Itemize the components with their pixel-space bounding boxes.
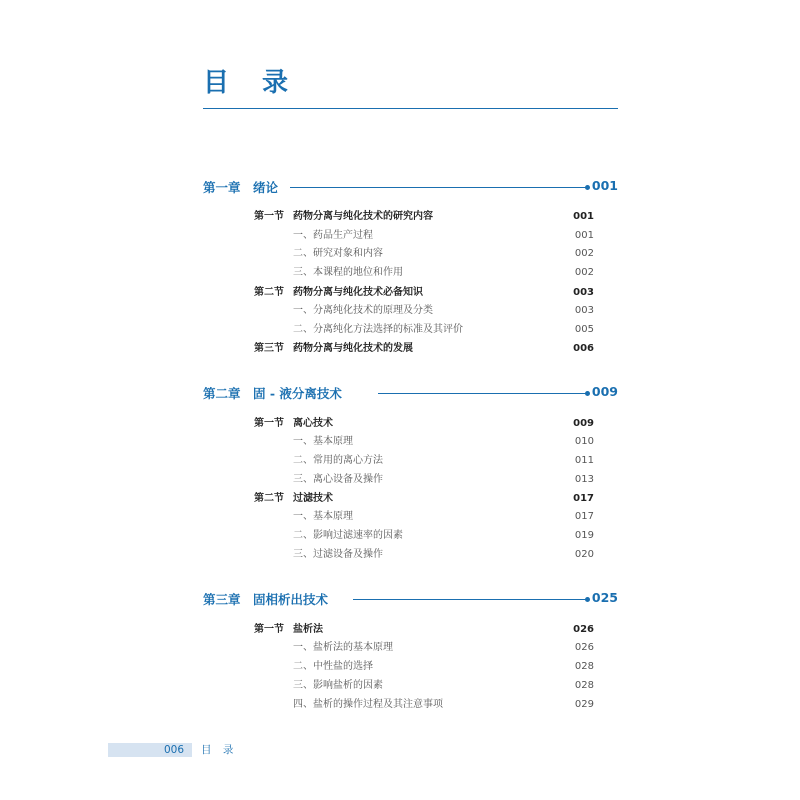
title-divider <box>203 108 618 109</box>
item-title: 三、影响盐析的因素 <box>293 680 383 691</box>
toc-item-row[interactable] <box>254 509 594 525</box>
item-page-number: 010 <box>574 436 594 447</box>
page-title: 目 录 <box>203 68 301 98</box>
section-number: 第一节 <box>254 418 284 429</box>
chapter-label: 第三章 固相析出技术 <box>203 592 329 607</box>
toc-item-row[interactable] <box>254 453 594 469</box>
toc-item-row[interactable] <box>254 303 594 319</box>
toc-item-row[interactable] <box>254 678 594 694</box>
section-number: 第一节 <box>254 211 284 222</box>
chapter-label: 第二章 固 - 液分离技术 <box>203 386 342 401</box>
chapter-label: 第一章 绪论 <box>203 180 279 195</box>
chapter-page-number: 009 <box>591 384 618 399</box>
footer-running-title: 目 录 <box>201 744 238 756</box>
toc-item-row[interactable] <box>254 246 594 262</box>
item-page-number: 028 <box>574 680 594 691</box>
toc-section-row[interactable] <box>254 491 594 507</box>
section-page-number: 001 <box>573 211 594 222</box>
toc-item-row[interactable] <box>254 697 594 713</box>
section-number: 第二节 <box>254 493 284 504</box>
item-page-number: 017 <box>574 511 594 522</box>
toc-section-row[interactable] <box>254 416 594 432</box>
toc-item-row[interactable] <box>254 659 594 675</box>
chapter-leader-line <box>290 187 588 188</box>
section-page-number: 017 <box>573 493 594 504</box>
section-number: 第二节 <box>254 287 284 298</box>
toc-item-row[interactable] <box>254 547 594 563</box>
item-title: 三、离心设备及操作 <box>293 474 383 485</box>
item-title: 二、研究对象和内容 <box>293 248 383 259</box>
item-title: 一、基本原理 <box>293 436 353 447</box>
toc-item-row[interactable] <box>254 228 594 244</box>
item-page-number: 011 <box>574 455 594 466</box>
item-page-number: 003 <box>574 305 594 316</box>
chapter-2-heading[interactable] <box>203 384 618 404</box>
item-page-number: 002 <box>574 267 594 278</box>
toc-item-row[interactable] <box>254 472 594 488</box>
item-title: 一、药品生产过程 <box>293 230 373 241</box>
item-page-number: 028 <box>574 661 594 672</box>
item-title: 一、基本原理 <box>293 511 353 522</box>
item-page-number: 026 <box>574 642 594 653</box>
chapter-leader-line <box>378 393 588 394</box>
toc-section-row[interactable] <box>254 622 594 638</box>
section-page-number: 009 <box>573 418 594 429</box>
item-page-number: 005 <box>574 324 594 335</box>
item-title: 一、盐析法的基本原理 <box>293 642 393 653</box>
toc-item-row[interactable] <box>254 640 594 656</box>
item-title: 三、本课程的地位和作用 <box>293 267 403 278</box>
item-title: 二、中性盐的选择 <box>293 661 373 672</box>
section-number: 第一节 <box>254 624 284 635</box>
toc-item-row[interactable] <box>254 528 594 544</box>
item-title: 一、分离纯化技术的原理及分类 <box>293 305 433 316</box>
toc-item-row[interactable] <box>254 434 594 450</box>
section-title: 药物分离与纯化技术的研究内容 <box>293 211 433 222</box>
toc-item-row[interactable] <box>254 322 594 338</box>
chapter-leader-line <box>353 599 588 600</box>
section-title: 药物分离与纯化技术的发展 <box>293 343 413 354</box>
toc-section-row[interactable] <box>254 285 594 301</box>
item-title: 三、过滤设备及操作 <box>293 549 383 560</box>
item-title: 四、盐析的操作过程及其注意事项 <box>293 699 443 710</box>
toc-section-row[interactable] <box>254 341 594 357</box>
item-page-number: 013 <box>574 474 594 485</box>
section-page-number: 003 <box>573 287 594 298</box>
footer-page-number: 006 <box>164 744 185 756</box>
section-number: 第三节 <box>254 343 284 354</box>
section-title: 过滤技术 <box>293 493 333 504</box>
chapter-page-number: 025 <box>591 590 618 605</box>
section-page-number: 006 <box>573 343 594 354</box>
item-title: 二、分离纯化方法选择的标准及其评价 <box>293 324 463 335</box>
toc-section-row[interactable] <box>254 209 594 225</box>
item-title: 二、影响过滤速率的因素 <box>293 530 403 541</box>
chapter-page-number: 001 <box>591 178 618 193</box>
item-page-number: 002 <box>574 248 594 259</box>
chapter-1-heading[interactable] <box>203 178 618 198</box>
section-page-number: 026 <box>573 624 594 635</box>
section-title: 盐析法 <box>293 624 323 635</box>
item-title: 二、常用的离心方法 <box>293 455 383 466</box>
item-page-number: 020 <box>574 549 594 560</box>
chapter-3-heading[interactable] <box>203 590 618 610</box>
item-page-number: 019 <box>574 530 594 541</box>
section-title: 药物分离与纯化技术必备知识 <box>293 287 423 298</box>
section-title: 离心技术 <box>293 418 333 429</box>
toc-item-row[interactable] <box>254 265 594 281</box>
item-page-number: 029 <box>574 699 594 710</box>
item-page-number: 001 <box>574 230 594 241</box>
